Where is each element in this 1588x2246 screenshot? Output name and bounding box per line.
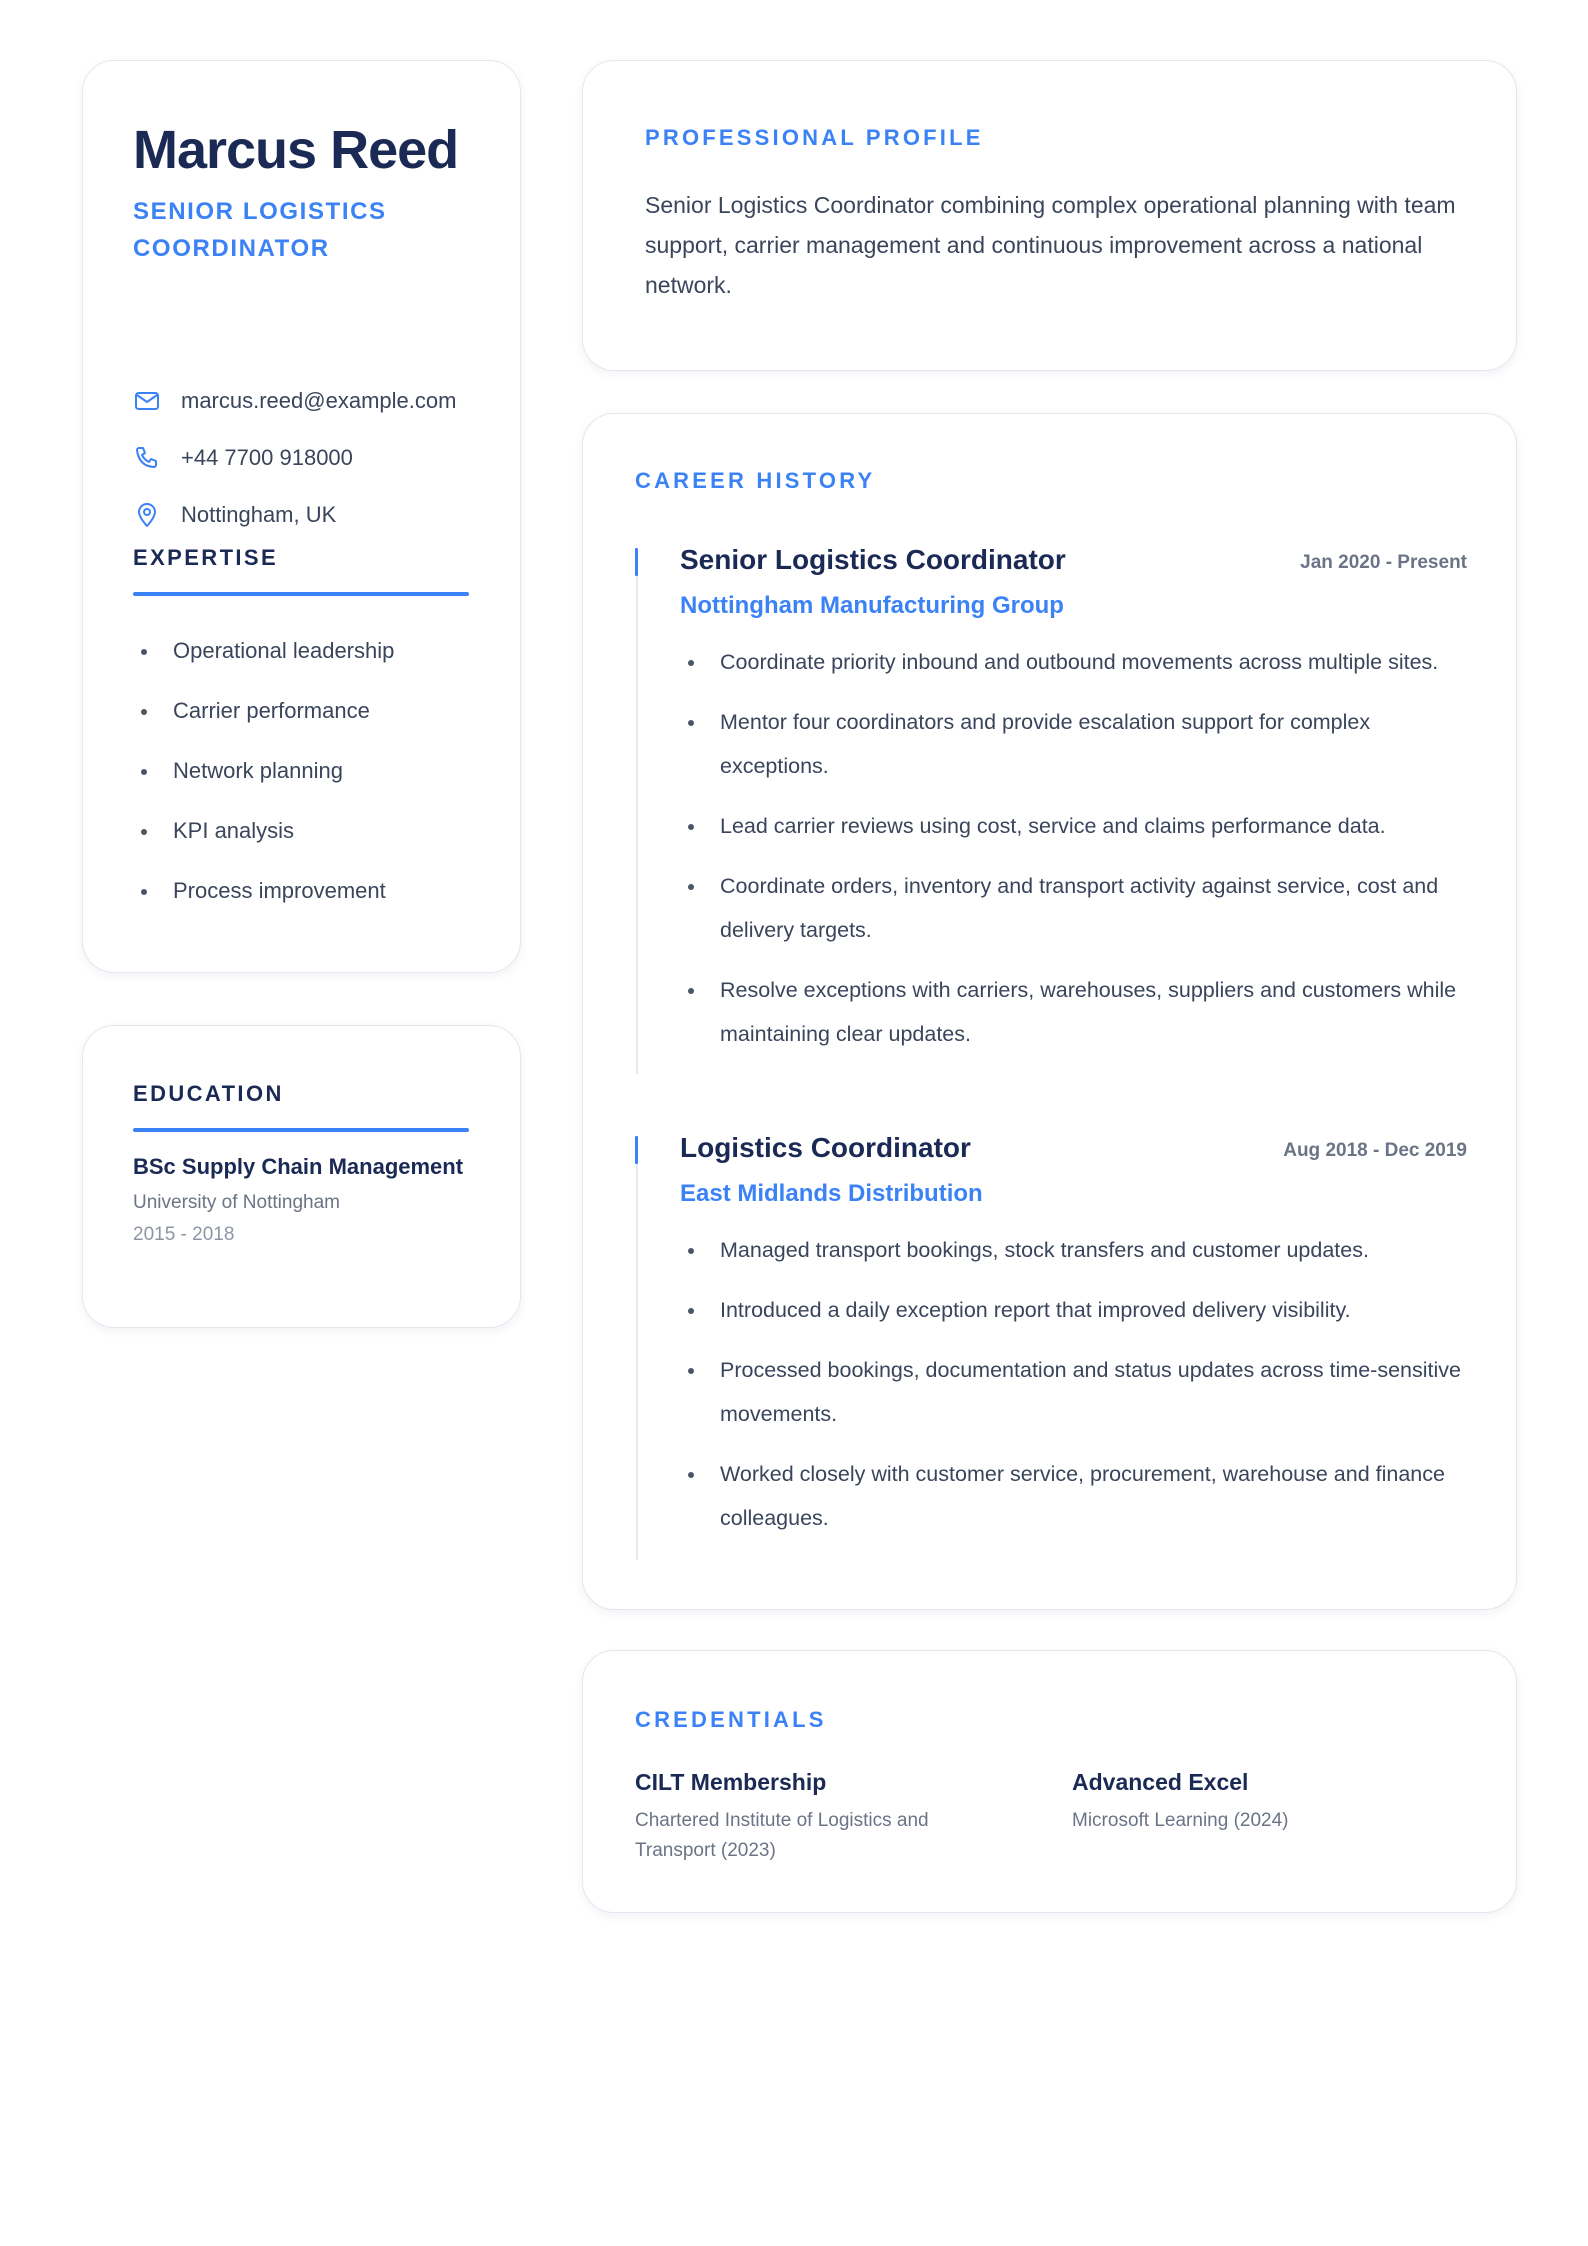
job-bullet: Coordinate priority inbound and outbound movements across multiple sites. [680,640,1470,684]
credential-issuer: Chartered Institute of Logistics and Transport (2023) [635,1810,929,1861]
job-timeline-line [636,576,638,1074]
contact-location: Nottingham, UK [181,502,337,527]
credential-item [1072,1769,1452,1836]
candidate-title: SENIOR LOGISTICS COORDINATOR [133,198,387,262]
map-pin-icon [133,501,161,529]
job-accent-bar [635,548,638,576]
education-divider [133,1128,469,1132]
credential-name: CILT Membership [635,1769,827,1795]
education-years: 2015 - 2018 [133,1224,235,1245]
contact-email[interactable]: marcus.reed@example.com [181,388,457,413]
job-dates: Jan 2020 - Present [1300,552,1467,573]
phone-icon [133,444,161,472]
job-bullet: Introduced a daily exception report that improved delivery visibility. [680,1288,1470,1332]
job-role: Logistics Coordinator [680,1132,971,1163]
career-heading: CAREER HISTORY [635,468,876,493]
job-bullet: Processed bookings, documentation and status updates across time-sensitive movements. [680,1348,1470,1436]
job-bullet: Mentor four coordinators and provide escalation support for complex exceptions. [680,700,1470,788]
expertise-item: Process improvement [133,861,394,921]
education-card [82,1025,521,1328]
career-card [582,413,1517,1610]
credential-name: Advanced Excel [1072,1769,1249,1795]
expertise-divider [133,592,469,596]
profile-card [82,60,521,973]
expertise-item: KPI analysis [133,801,394,861]
job-company: East Midlands Distribution [680,1180,983,1207]
mail-icon [133,387,161,415]
job-bullet: Worked closely with customer service, procurement, warehouse and finance colleagues. [680,1452,1470,1540]
credential-issuer: Microsoft Learning (2024) [1072,1810,1289,1831]
job-bullet: Resolve exceptions with carriers, warehouses, suppliers and customers while maintaining clear updates. [680,968,1470,1056]
candidate-name: Marcus Reed [133,120,459,180]
expertise-item: Network planning [133,741,394,801]
job-bullet: Coordinate orders, inventory and transport activity against service, cost and delivery targets. [680,864,1470,952]
contact-phone-row[interactable] [133,442,353,474]
expertise-list [133,621,394,921]
job-timeline-line [636,1164,638,1560]
summary-text: Senior Logistics Coordinator combining complex operational planning with team support, carrier management and continuous improvement across a national network. [645,192,1456,298]
job-accent-bar [635,1136,638,1164]
expertise-item: Operational leadership [133,621,394,681]
education-school: University of Nottingham [133,1192,340,1213]
job-bullets [680,640,1470,1072]
credentials-heading: CREDENTIALS [635,1707,827,1732]
job-role: Senior Logistics Coordinator [680,544,1066,575]
summary-card [582,60,1517,371]
expertise-heading: EXPERTISE [133,545,279,570]
education-heading: EDUCATION [133,1081,284,1106]
job-dates: Aug 2018 - Dec 2019 [1283,1140,1467,1161]
job-bullets [680,1228,1470,1556]
contact-email-row[interactable] [133,385,456,417]
education-degree: BSc Supply Chain Management [133,1154,464,1179]
job-company: Nottingham Manufacturing Group [680,592,1064,619]
contact-location-row [133,499,336,531]
expertise-item: Carrier performance [133,681,394,741]
job-bullet: Managed transport bookings, stock transfers and customer updates. [680,1228,1470,1272]
summary-heading: PROFESSIONAL PROFILE [645,125,984,150]
contact-phone[interactable]: +44 7700 918000 [181,445,353,470]
credentials-card [582,1650,1517,1913]
job-bullet: Lead carrier reviews using cost, service and claims performance data. [680,804,1470,848]
credential-item [635,1769,1015,1866]
